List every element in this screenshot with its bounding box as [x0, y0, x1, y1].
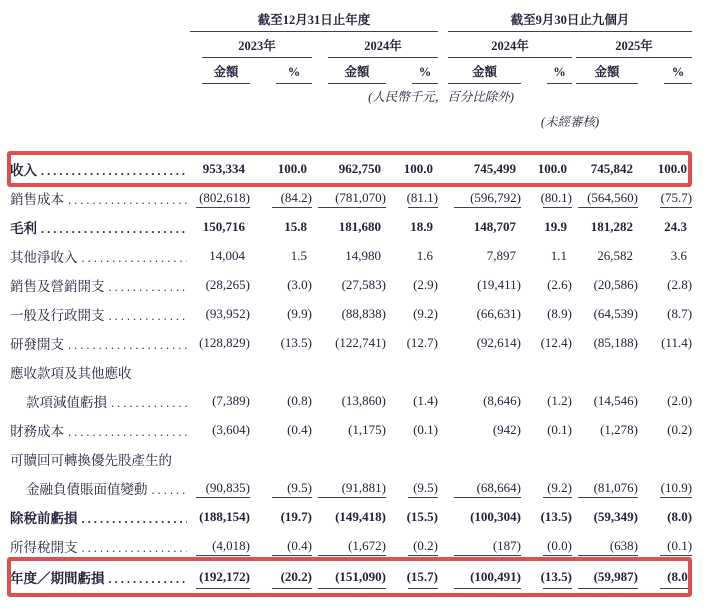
row-label: 可贖回可轉換優先股產生的	[10, 452, 172, 468]
year-2025-9m-header: 2025年	[572, 32, 692, 58]
percent-cell: (0.2)	[386, 531, 438, 560]
amount-cell: (187)	[448, 531, 521, 560]
row-label: 款項減值虧損	[26, 394, 107, 410]
amount-cell: (66,631)	[476, 305, 522, 321]
row-label-cell	[10, 386, 190, 415]
percent-cell: (1.4)	[413, 392, 439, 408]
row-label: 毛利	[10, 220, 37, 236]
empty-values-cell	[190, 444, 692, 473]
row-label-cell	[10, 183, 190, 212]
percent-cell: 18.9	[410, 218, 434, 234]
amount-cell: (942)	[492, 421, 522, 437]
percent-cell: (10.9)	[638, 473, 692, 502]
amount-cell: (20,586)	[593, 276, 639, 292]
table-row	[10, 357, 692, 386]
table-row	[10, 183, 692, 212]
amount-cell: (68,664)	[448, 473, 521, 502]
dot-leader	[109, 571, 188, 587]
amount-cell: 14,980	[345, 247, 381, 263]
row-label-cell	[10, 241, 190, 270]
dot-leader	[109, 308, 188, 324]
group-gap	[438, 270, 448, 299]
amount-cell: 962,750	[338, 160, 381, 176]
group-gap	[438, 473, 448, 502]
amount-cell: (13,860)	[341, 392, 386, 408]
financial-statement-page	[0, 6, 708, 611]
dot-leader	[152, 482, 188, 498]
amount-cell: 148,707	[473, 218, 517, 234]
amount-header: 金額	[448, 58, 521, 84]
amount-cell: (85,188)	[593, 334, 639, 350]
percent-cell: (11.4)	[661, 334, 693, 350]
amount-cell: (100,491)	[448, 560, 521, 593]
nine-month-period-label: 截至9月30日止九個月	[448, 10, 692, 32]
row-label-cell	[10, 531, 190, 560]
unaudited-note: (未經審核)	[540, 115, 600, 129]
table-row	[10, 502, 692, 531]
amount-cell: (192,172)	[190, 560, 250, 593]
percent-cell: (0.1)	[638, 531, 692, 560]
percent-cell: (20.2)	[250, 560, 312, 593]
row-label: 其他淨收入	[10, 249, 78, 265]
group-gap	[438, 154, 448, 183]
row-label: 除稅前虧損	[10, 510, 78, 526]
amount-cell: 150,716	[202, 218, 245, 234]
percent-cell: (13.5)	[540, 508, 573, 524]
amount-cell: (8,646)	[483, 392, 522, 408]
row-label: 年度／期間虧損	[10, 570, 105, 586]
percent-cell: (1.2)	[547, 392, 573, 408]
percent-cell: (9.5)	[386, 473, 438, 502]
group-gap	[438, 183, 448, 212]
amount-cell: (781,070)	[312, 183, 386, 212]
amount-cell: (27,583)	[341, 276, 386, 292]
percent-cell: (13.5)	[521, 560, 572, 593]
percent-cell: (2.9)	[413, 276, 439, 292]
percent-cell: (0.0)	[521, 531, 572, 560]
percent-cell: 1.5	[290, 247, 307, 263]
table-row	[10, 299, 692, 328]
percent-header: %	[521, 58, 572, 84]
amount-cell: 181,680	[338, 218, 381, 234]
percent-cell: (9.5)	[250, 473, 312, 502]
percent-cell: (9.9)	[287, 305, 312, 321]
percent-cell: (75.7)	[638, 183, 692, 212]
amount-header: 金額	[572, 58, 638, 84]
percent-cell: 100.0	[403, 160, 434, 176]
empty-corner-cell	[10, 6, 190, 32]
amount-cell: (122,741)	[335, 334, 386, 350]
percent-cell: (15.5)	[406, 508, 439, 524]
year-2024-9m-header: 2024年	[448, 32, 572, 58]
table-body	[10, 154, 692, 593]
percent-cell: (0.4)	[250, 531, 312, 560]
amount-cell: (100,304)	[470, 508, 522, 524]
amount-cell: (88,838)	[341, 305, 386, 321]
percent-cell: 1.6	[416, 247, 434, 263]
row-label: 金融負債賬面值變動	[26, 481, 148, 497]
group-gap	[438, 531, 448, 560]
annual-period-label: 截至12月31日止年度	[190, 10, 438, 32]
row-label-cell	[10, 444, 190, 473]
dot-leader	[82, 250, 188, 266]
percent-cell: (81.1)	[386, 183, 438, 212]
row-label-cell	[10, 415, 190, 444]
percent-cell: (80.1)	[521, 183, 572, 212]
amount-cell: (564,560)	[572, 183, 638, 212]
amount-header: 金額	[190, 58, 250, 84]
percent-cell: (0.2)	[667, 421, 693, 437]
group-gap	[438, 328, 448, 357]
table-row	[10, 386, 692, 415]
table-row	[10, 531, 692, 560]
group-gap	[438, 299, 448, 328]
percent-header: %	[250, 58, 312, 84]
year-2023-header: 2023年	[190, 32, 312, 58]
percent-cell: (84.2)	[250, 183, 312, 212]
table-row	[10, 154, 692, 183]
amount-header: 金額	[312, 58, 386, 84]
percent-cell: 100.0	[657, 160, 688, 176]
table-row	[10, 328, 692, 357]
empty-values-cell	[190, 357, 692, 386]
percent-cell: (12.7)	[406, 334, 439, 350]
table-row	[10, 415, 692, 444]
amount-cell: 26,582	[597, 247, 634, 263]
percent-cell: (9.2)	[521, 473, 572, 502]
amount-cell: (596,792)	[448, 183, 521, 212]
row-label: 銷售及營銷開支	[10, 278, 105, 294]
percent-cell: (9.2)	[413, 305, 439, 321]
amount-cell: (19,411)	[477, 276, 522, 292]
row-label-cell	[10, 154, 190, 183]
header-body-spacer	[10, 134, 692, 154]
percent-cell: 15.8	[284, 218, 307, 234]
percent-cell: (8.9)	[547, 305, 573, 321]
row-label-cell	[10, 299, 190, 328]
amount-cell: (802,618)	[190, 183, 250, 212]
amount-cell: (149,418)	[335, 508, 386, 524]
group-gap	[438, 241, 448, 270]
percent-cell: (0.8)	[287, 392, 312, 408]
amount-cell: 7,897	[486, 247, 517, 263]
amount-cell: (4,018)	[190, 531, 250, 560]
table-row	[10, 241, 692, 270]
row-label: 一般及行政開支	[10, 307, 105, 323]
amount-cell: (1,278)	[600, 421, 639, 437]
percent-cell: (13.5)	[280, 334, 312, 350]
row-label-cell	[10, 502, 190, 531]
percent-cell: (0.1)	[413, 421, 439, 437]
row-label: 研發開支	[10, 336, 64, 352]
units-note: (人民幣千元，百分比除外)	[368, 90, 514, 104]
amount-cell: (64,539)	[593, 305, 639, 321]
amount-cell: (90,835)	[190, 473, 250, 502]
dot-leader	[68, 424, 187, 440]
dot-leader	[41, 163, 187, 179]
amount-cell: 745,499	[473, 160, 517, 176]
percent-header: %	[638, 58, 692, 84]
amount-cell: (91,881)	[312, 473, 386, 502]
amount-cell: (92,614)	[476, 334, 522, 350]
annual-period-header	[190, 6, 438, 32]
amount-cell: (81,076)	[572, 473, 638, 502]
row-label-cell	[10, 473, 190, 502]
table-row	[10, 270, 692, 299]
amount-cell: (638)	[572, 531, 638, 560]
percent-cell: 3.6	[670, 247, 688, 263]
percent-cell: (0.4)	[287, 421, 312, 437]
group-gap	[438, 212, 448, 241]
group-gap	[438, 415, 448, 444]
row-label-cell	[10, 357, 190, 386]
amount-cell: 745,842	[590, 160, 634, 176]
percent-cell: (0.1)	[547, 421, 573, 437]
group-gap	[438, 6, 448, 32]
percent-cell: (8.7)	[667, 305, 693, 321]
amount-cell: (151,090)	[312, 560, 386, 593]
percent-cell: (19.7)	[280, 508, 312, 524]
amount-cell: (28,265)	[205, 276, 250, 292]
group-gap	[438, 502, 448, 531]
amount-cell: (3,604)	[212, 421, 250, 437]
dot-leader	[68, 337, 187, 353]
dot-leader	[109, 279, 188, 295]
percent-header: %	[386, 58, 438, 84]
percent-cell: (12.4)	[540, 334, 573, 350]
row-label-cell	[10, 560, 190, 593]
amount-cell: (7,389)	[212, 392, 250, 408]
percent-cell: (15.7)	[386, 560, 438, 593]
row-label-cell	[10, 270, 190, 299]
dot-leader	[68, 192, 187, 208]
percent-cell: 24.3	[664, 218, 688, 234]
year-header-row	[10, 32, 692, 58]
column-header-row	[10, 58, 692, 84]
amount-cell: (1,672)	[312, 531, 386, 560]
dot-leader	[111, 395, 187, 411]
percent-cell: (2.0)	[667, 392, 693, 408]
percent-cell: 19.9	[544, 218, 568, 234]
table-row	[10, 444, 692, 473]
amount-cell: (59,349)	[593, 508, 639, 524]
percent-cell: 100.0	[277, 160, 307, 176]
dot-leader	[82, 511, 188, 527]
dot-leader	[82, 540, 188, 556]
amount-cell: 181,282	[590, 218, 634, 234]
percent-cell: (2.6)	[547, 276, 573, 292]
row-label-cell	[10, 212, 190, 241]
percent-cell: (2.8)	[667, 276, 693, 292]
row-label-cell	[10, 328, 190, 357]
percent-cell: 1.1	[550, 247, 568, 263]
units-note-row	[10, 84, 692, 108]
table-row	[10, 473, 692, 502]
group-gap	[438, 560, 448, 593]
dot-leader	[41, 221, 187, 237]
table-row	[10, 560, 692, 593]
amount-cell: 953,334	[202, 160, 245, 176]
percent-cell: 100.0	[537, 160, 568, 176]
amount-cell: (1,175)	[348, 421, 386, 437]
row-label: 財務成本	[10, 423, 64, 439]
amount-cell: (59,987)	[572, 560, 638, 593]
amount-cell: (93,952)	[205, 305, 250, 321]
row-label: 收入	[10, 162, 37, 178]
amount-cell: (188,154)	[199, 508, 250, 524]
amount-cell: 14,004	[209, 247, 245, 263]
percent-cell: (8.0)	[638, 560, 692, 593]
financial-table	[10, 6, 692, 593]
amount-cell: (128,829)	[199, 334, 250, 350]
percent-cell: (8.0)	[667, 508, 693, 524]
group-gap	[438, 386, 448, 415]
row-label: 所得稅開支	[10, 539, 78, 555]
unaudited-note-row	[10, 108, 692, 134]
year-2024-header: 2024年	[312, 32, 438, 58]
period-group-header-row	[10, 6, 692, 32]
row-label: 應收款項及其他應收	[10, 365, 132, 381]
amount-cell: (14,546)	[593, 392, 639, 408]
row-label: 銷售成本	[10, 191, 64, 207]
nine-month-period-header	[448, 6, 692, 32]
percent-cell: (3.0)	[287, 276, 312, 292]
table-row	[10, 212, 692, 241]
